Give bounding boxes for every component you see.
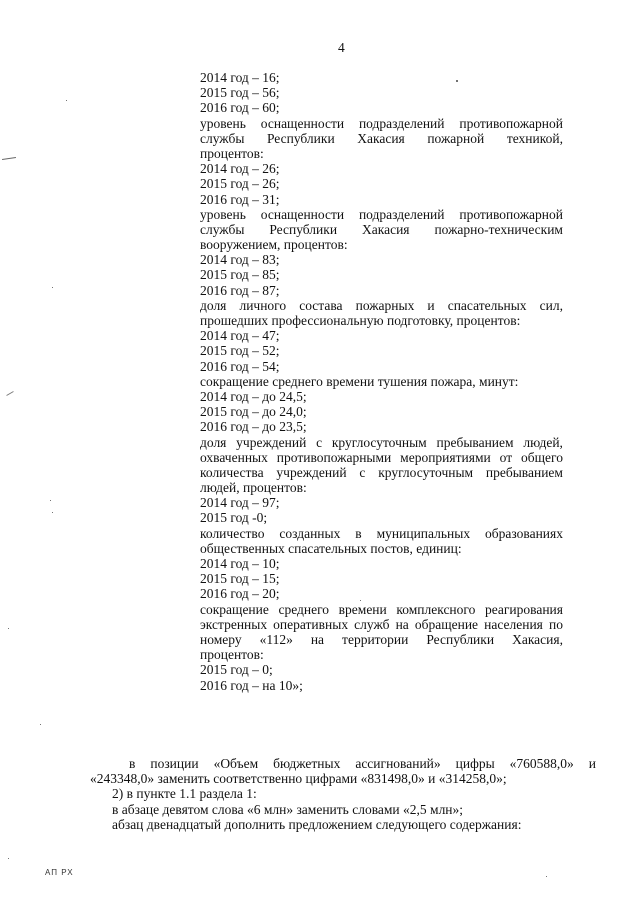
text-line: 2015 год – 15; <box>200 571 280 587</box>
scan-speck <box>66 100 67 101</box>
word: экстренных <box>200 616 268 632</box>
word: населения <box>484 616 543 632</box>
text-line-justified <box>200 207 563 222</box>
word: в <box>129 756 136 771</box>
text-line: 2014 год – 47; <box>200 328 280 344</box>
text-line-justified <box>200 116 563 131</box>
word: количества <box>200 464 264 480</box>
word: «760588,0» <box>509 756 574 771</box>
text-line-justified <box>200 222 563 237</box>
text-line: 2016 год – 54; <box>200 358 280 374</box>
word: охваченных <box>200 449 268 465</box>
scan-speck <box>456 80 458 82</box>
text-line: 2014 год – 26; <box>200 161 280 177</box>
word: территории <box>342 631 409 647</box>
word: с <box>316 434 323 450</box>
text-line: 2015 год – 26; <box>200 176 280 192</box>
word: в <box>355 525 362 541</box>
amendment-paragraph <box>90 756 596 832</box>
text-line: 2014 год – 10; <box>200 556 280 571</box>
text-line: людей, процентов: <box>200 480 307 496</box>
text-line: процентов: <box>200 145 264 161</box>
word: подразделений <box>358 206 445 222</box>
word: уровень <box>200 206 246 222</box>
text-line: 2016 год – 87; <box>200 282 280 298</box>
word: бюджетных <box>273 756 341 771</box>
text-line: 2016 год – до 23,5; <box>200 419 307 435</box>
word: на <box>395 616 409 632</box>
word: круглосуточным <box>331 434 427 450</box>
word: Хакасия, <box>512 631 563 647</box>
word: Республики <box>426 631 495 647</box>
word: реагирования <box>484 601 563 617</box>
word: людей, <box>523 434 563 450</box>
word: среднего <box>278 601 330 617</box>
text-line: «243348,0» заменить соответственно цифрами «831498,0» и «314258,0»; <box>90 771 507 787</box>
word: подразделений <box>358 115 445 131</box>
word: пребыванием <box>485 464 563 480</box>
scan-speck <box>50 500 51 501</box>
scan-speck <box>52 287 53 288</box>
word: цифры <box>455 756 495 771</box>
text-line: 2016 год – на 10»; <box>200 677 303 693</box>
word: техникой, <box>506 130 563 146</box>
text-line-justified <box>200 298 563 313</box>
word: на <box>310 631 325 647</box>
word: службы <box>200 221 245 237</box>
word: и <box>427 297 435 313</box>
word: комплексного <box>396 601 476 617</box>
scan-mark <box>2 157 16 160</box>
word: спасательных <box>447 297 527 313</box>
word: количество <box>200 525 265 541</box>
indicator-list <box>200 70 563 693</box>
word: Республики <box>269 221 338 237</box>
word: службы <box>200 130 245 146</box>
text-line-justified <box>200 450 563 465</box>
scan-speck <box>40 724 41 725</box>
text-line: 2015 год – 56; <box>200 85 280 101</box>
text-line-justified <box>112 756 596 771</box>
word: противопожарной <box>459 115 563 131</box>
text-line-justified <box>200 617 563 632</box>
scan-mark <box>6 391 13 396</box>
scan-speck <box>52 512 53 513</box>
text-line-justified <box>200 465 563 480</box>
scan-speck <box>546 876 547 877</box>
text-line: общественных спасательных постов, единиц: <box>200 540 462 556</box>
text-line: 2) в пункте 1.1 раздела 1: <box>112 786 257 802</box>
word: номеру <box>200 631 242 647</box>
word: пребыванием <box>436 434 514 450</box>
word: доля <box>200 297 227 313</box>
word: мероприятиями <box>400 449 491 465</box>
word: по <box>548 616 563 632</box>
text-line: 2015 год – 0; <box>200 662 273 678</box>
word: образованиях <box>485 525 563 541</box>
word: уровень <box>200 115 246 131</box>
text-line: 2015 год – 85; <box>200 267 280 283</box>
word: противопожарной <box>459 206 563 222</box>
word: и <box>588 756 596 771</box>
text-line: 2016 год – 60; <box>200 100 280 116</box>
word: пожарно-техническим <box>434 221 563 237</box>
text-line-justified <box>200 602 563 617</box>
word: от <box>499 449 513 465</box>
text-line-justified <box>200 526 563 541</box>
word: ассигнований» <box>355 756 441 771</box>
word: пожарных <box>355 297 415 313</box>
word: оснащенности <box>260 206 345 222</box>
text-line: процентов: <box>200 647 264 663</box>
word: состава <box>299 297 343 313</box>
word: противопожарными <box>276 449 392 465</box>
footer-code: АП РХ <box>45 868 74 877</box>
word: пожарной <box>427 130 485 146</box>
word: учреждений <box>236 434 307 450</box>
word: Республики <box>266 130 335 146</box>
word: времени <box>338 601 387 617</box>
text-line: абзац двенадцатый дополнить предложением следующего содержания: <box>112 816 522 832</box>
text-line: сокращение среднего времени тушения пожара, минут: <box>200 373 519 389</box>
word: сокращение <box>200 601 269 617</box>
word: учреждений <box>276 464 347 480</box>
word: созданных <box>279 525 341 541</box>
text-line-justified <box>200 632 563 647</box>
text-line: 2015 год – до 24,0; <box>200 404 307 420</box>
text-line: 2014 год – до 24,5; <box>200 388 307 404</box>
text-line: 2015 год -0; <box>200 510 268 526</box>
text-line: 2014 год – 16; <box>200 70 280 85</box>
word: личного <box>239 297 287 313</box>
word: сил, <box>539 297 563 313</box>
word: «Объем <box>213 756 259 771</box>
text-line: 2016 год – 31; <box>200 191 280 207</box>
word: с <box>359 464 366 480</box>
text-line: 2014 год – 97; <box>200 495 280 511</box>
scan-speck <box>360 600 361 601</box>
text-line: 2014 год – 83; <box>200 252 280 268</box>
scan-speck <box>8 858 9 859</box>
word: оперативных <box>273 616 349 632</box>
scan-speck <box>8 628 9 629</box>
text-line: вооружением, процентов: <box>200 237 348 253</box>
word: Хакасия <box>357 130 405 146</box>
page-number: 4 <box>338 40 345 55</box>
text-line-justified <box>200 131 563 146</box>
word: позиции <box>150 756 199 771</box>
text-line: в абзаце девятом слова «6 млн» заменить словами «2,5 млн»; <box>112 801 464 817</box>
word: доля <box>200 434 227 450</box>
word: «112» <box>259 631 293 647</box>
text-line: прошедших профессиональную подготовку, процентов: <box>200 313 521 328</box>
text-line: 2015 год – 52; <box>200 343 280 359</box>
word: служб <box>354 616 390 632</box>
word: обращение <box>414 616 479 632</box>
word: общего <box>521 449 563 465</box>
word: муниципальных <box>376 525 471 541</box>
text-line-justified <box>200 435 563 450</box>
word: круглосуточным <box>378 464 474 480</box>
word: оснащенности <box>260 115 345 131</box>
text-line: 2016 год – 20; <box>200 586 280 602</box>
word: Хакасия <box>362 221 410 237</box>
